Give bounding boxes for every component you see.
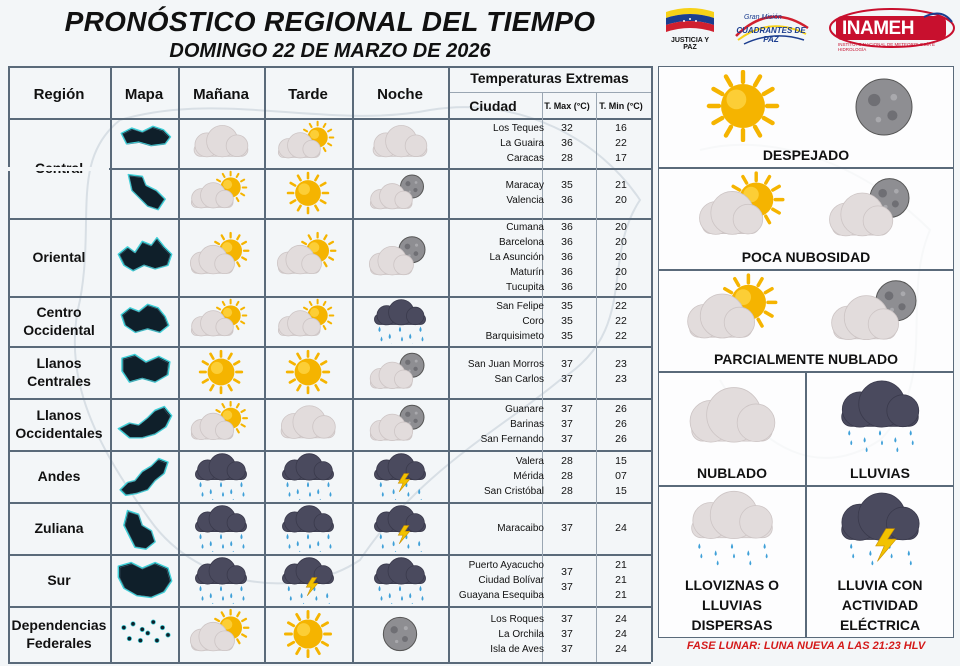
- tmin-value: 20: [615, 280, 627, 293]
- region-label-7: [8, 554, 110, 606]
- legend-lluvia-electrica-label-3: ELÉCTRICA: [839, 617, 921, 633]
- partly-cloudy-sun-icon: [688, 170, 798, 253]
- rain-icon: [181, 452, 261, 500]
- partly-cloudy-icon: [268, 120, 348, 166]
- tmax-value: 36: [561, 194, 573, 206]
- tmax-value: 37: [561, 581, 573, 593]
- region-name: Llanos Centrales: [27, 355, 91, 389]
- city-name: Valencia: [506, 195, 544, 206]
- fase-lunar: FASE LUNAR: LUNA NUEVA A LAS 21:23 HLV: [686, 640, 926, 652]
- storm-icon: [360, 504, 440, 552]
- header-tarde: Tarde: [288, 86, 328, 103]
- legend-lloviznas-label-1: LLOVIZNAS O: [684, 577, 780, 593]
- region-name: Sur: [47, 572, 71, 588]
- tmax-list: [542, 565, 592, 595]
- legend-lluvia-electrica-label-2: ACTIVIDAD: [841, 597, 919, 613]
- tmax-value: 35: [561, 179, 573, 191]
- tmin-value: 20: [615, 220, 627, 233]
- rain-icon: [820, 378, 940, 467]
- sunny-icon: [268, 608, 348, 660]
- cloudy-moon-icon: [360, 348, 440, 396]
- tmax-value: 37: [561, 417, 573, 430]
- column-divider: [352, 66, 354, 662]
- tmax-value: 28: [561, 469, 573, 482]
- region-label-5: [8, 450, 110, 502]
- tmax-value: 28: [561, 484, 573, 497]
- cloudy-icon: [181, 120, 261, 166]
- storm-icon: [360, 452, 440, 500]
- region-name: Dependencias Federales: [11, 617, 107, 651]
- tmin-list: [596, 299, 646, 344]
- region-map-icon: [113, 299, 177, 343]
- region-map-icon: [113, 121, 177, 165]
- cities-list: [448, 220, 544, 295]
- region-label-6: [8, 502, 110, 554]
- forecast-table: [8, 66, 651, 662]
- tmax-value: 28: [561, 454, 573, 467]
- legend-lloviznas-label-3: DISPERSAS: [691, 617, 773, 633]
- sunny-icon: [268, 348, 348, 396]
- tmax-list: [542, 121, 592, 166]
- tmin-value: 24: [615, 521, 627, 534]
- cities-list: [448, 402, 544, 447]
- tmin-value: 21: [615, 588, 627, 601]
- region-map-icon: [113, 453, 177, 499]
- header-ciudad: Ciudad: [469, 98, 517, 114]
- region-label-8: [8, 606, 110, 662]
- partly-cloudy-icon: [181, 608, 261, 660]
- cities-list: [448, 521, 544, 536]
- city-name: San Juan Morros: [467, 359, 544, 370]
- cities-list: [448, 612, 544, 657]
- header-noche: Noche: [377, 86, 423, 103]
- tmax-list: [542, 454, 592, 499]
- region-name: Oriental: [32, 249, 86, 265]
- sun-icon: [698, 70, 788, 147]
- header-mapa: Mapa: [124, 86, 164, 103]
- tmin-list: [596, 402, 646, 447]
- tmin-list: [596, 558, 646, 603]
- page-title: PRONÓSTICO REGIONAL DEL TIEMPO: [64, 6, 596, 37]
- region-label-3: [8, 346, 110, 398]
- city-name: Maturín: [510, 266, 544, 278]
- region-map-icon: [113, 401, 177, 447]
- header-manana: Mañana: [193, 86, 249, 103]
- tmax-list: [542, 612, 592, 657]
- tmin-list: [596, 220, 646, 295]
- tmin-list: [596, 357, 646, 387]
- city-name: Guayana Esequiba: [458, 589, 544, 601]
- tmax-value: 37: [561, 566, 573, 578]
- region-map-icon: [113, 611, 177, 657]
- venezuela-caption: JUSTICIA Y PAZ: [670, 37, 710, 51]
- city-name: La Orchila: [498, 628, 544, 640]
- city-name: Coro: [522, 315, 544, 327]
- sunny-icon: [181, 348, 261, 396]
- tmin-value: 26: [615, 402, 627, 415]
- region-name: Centro Occidental: [23, 304, 95, 338]
- storm-icon: [268, 556, 348, 604]
- city-name: Caracas: [506, 152, 544, 164]
- city-name: Maracaibo: [497, 522, 544, 534]
- city-name: Cumana: [506, 221, 544, 233]
- tmax-value: 36: [561, 250, 573, 263]
- region-name: Zuliana: [34, 520, 84, 536]
- city-name: La Asunción: [489, 251, 544, 263]
- city-name: Ciudad Bolívar: [478, 574, 544, 586]
- header-tmax: T. Max (°C): [544, 101, 590, 111]
- tmin-value: 26: [615, 417, 627, 430]
- cloudy-moon-icon: [818, 272, 938, 357]
- cities-list: [448, 121, 544, 166]
- city-name: Barquisimeto: [485, 330, 544, 342]
- tmin-value: 26: [615, 432, 627, 445]
- tmax-value: 35: [561, 299, 573, 312]
- tmax-list: [542, 402, 592, 447]
- cuadrantes-logo: [730, 6, 812, 50]
- region-label-4: [8, 398, 110, 450]
- row-divider: [8, 662, 651, 664]
- tmax-value: 36: [561, 136, 573, 149]
- tmin-list: [596, 454, 646, 499]
- partly-cloudy-icon: [181, 231, 261, 283]
- tmax-value: 36: [561, 265, 573, 278]
- tmin-value: 24: [615, 627, 627, 640]
- temp-header-divider: [448, 92, 651, 93]
- cloudy-moon-icon: [360, 400, 440, 448]
- cuadrantes-big-text: CUADRANTES DE PAZ: [736, 26, 806, 44]
- city-name: Los Teques: [493, 122, 544, 134]
- tmin-value: 20: [615, 265, 627, 278]
- region-map-icon: [113, 505, 177, 551]
- legend-despejado-label: DESPEJADO: [762, 147, 850, 163]
- city-name: Mérida: [513, 470, 544, 482]
- tmax-value: 28: [561, 151, 573, 164]
- city-name: Puerto Ayacucho: [468, 559, 544, 571]
- tmin-value: 21: [615, 558, 627, 571]
- tmax-value: 35: [561, 314, 573, 327]
- storm-icon: [820, 490, 940, 581]
- legend-lluvia-electrica-label-1: LLUVIA CON: [837, 577, 923, 593]
- tmin-value: 23: [615, 373, 627, 385]
- column-divider: [110, 66, 112, 662]
- tmin-value: 24: [615, 642, 627, 655]
- partly-cloudy-icon: [181, 298, 261, 344]
- tmax-value: 37: [561, 432, 573, 445]
- tmax-list: [542, 220, 592, 295]
- city-name: Maracay: [505, 180, 544, 191]
- venezuela-flag-icon: [664, 6, 716, 36]
- tmin-list: [596, 121, 646, 166]
- partly-cloudy-icon: [181, 170, 261, 216]
- tmin-value: 23: [615, 358, 627, 370]
- tmax-value: 37: [561, 612, 573, 625]
- partly-cloudy-icon: [268, 231, 348, 283]
- region-map-icon: [113, 557, 177, 603]
- region-label-2: [8, 296, 110, 346]
- header-region: Región: [33, 86, 85, 103]
- tmin-list: [596, 178, 646, 208]
- tmin-value: 20: [615, 194, 627, 206]
- legend: [658, 66, 954, 662]
- cloudy-moon-icon: [818, 170, 928, 253]
- city-name: San Cristóbal: [483, 485, 544, 497]
- column-divider: [264, 66, 266, 662]
- page-date: DOMINGO 22 DE MARZO DE 2026: [169, 40, 491, 62]
- legend-lloviznas-label-2: LLUVIAS: [702, 597, 762, 613]
- central-merge-mask: [8, 167, 109, 171]
- column-divider: [178, 66, 180, 662]
- city-name: San Carlos: [494, 374, 544, 385]
- header-tmin: T. Min (°C): [599, 101, 643, 111]
- moon-icon: [360, 608, 440, 660]
- tmin-list: [596, 612, 646, 657]
- tmin-value: 24: [615, 612, 627, 625]
- city-name: Tucupita: [506, 281, 544, 293]
- cloudy-icon: [360, 120, 440, 166]
- cities-list: [448, 558, 544, 603]
- city-name: Barcelona: [498, 236, 544, 248]
- tmin-value: 20: [615, 235, 627, 248]
- region-map-icon: [113, 349, 177, 395]
- tmax-value: 37: [561, 358, 573, 370]
- inameh-name: INAMEH: [842, 18, 914, 39]
- tmax-value: 37: [561, 373, 573, 385]
- tmax-value: 37: [561, 642, 573, 655]
- city-name: Los Roques: [490, 613, 544, 625]
- city-name: San Fernando: [480, 433, 544, 445]
- partly-cloudy-icon: [268, 298, 348, 344]
- tmin-value: 21: [615, 573, 627, 586]
- city-name: San Felipe: [496, 300, 544, 312]
- region-map-icon: [113, 234, 177, 280]
- column-divider: [651, 66, 653, 662]
- tmax-value: 36: [561, 235, 573, 248]
- logos: [660, 4, 960, 64]
- tmax-value: 35: [561, 329, 573, 342]
- tmin-value: 21: [615, 179, 627, 191]
- sunny-icon: [268, 170, 348, 216]
- city-name: Valera: [515, 455, 544, 467]
- tmin-value: 15: [615, 454, 627, 467]
- tmax-value: 36: [561, 220, 573, 233]
- legend-parcialmente-nublado-label: PARCIALMENTE NUBLADO: [713, 351, 899, 367]
- tmin-list: [596, 521, 646, 536]
- inameh-logo: [824, 8, 956, 52]
- cuadrantes-small-text: Gran Misión: [744, 14, 782, 21]
- region-map-icon: [113, 171, 177, 215]
- legend-poca-nubosidad-label: POCA NUBOSIDAD: [741, 249, 871, 265]
- rain-icon: [181, 556, 261, 604]
- rain-icon: [268, 452, 348, 500]
- moon-icon: [844, 72, 924, 147]
- tmin-value: 16: [615, 121, 627, 134]
- city-name: Barinas: [510, 418, 544, 430]
- tmin-value: 20: [615, 250, 627, 263]
- cloudy-moon-icon: [360, 170, 440, 216]
- tmax-value: 32: [561, 121, 573, 134]
- rain-icon: [181, 504, 261, 552]
- rain-icon: [268, 504, 348, 552]
- legend-lluvias-label: LLUVIAS: [850, 465, 910, 481]
- cities-list: [448, 357, 544, 387]
- venezuela-logo: [664, 6, 716, 51]
- drizzle-icon: [672, 490, 792, 581]
- region-label-1: [8, 218, 110, 296]
- tmin-value: 22: [615, 329, 627, 342]
- cities-list: [448, 454, 544, 499]
- cloudy-icon: [268, 400, 348, 448]
- tmin-value: 22: [615, 136, 627, 149]
- cloudy-icon: [672, 378, 792, 463]
- city-name: Isla de Aves: [490, 643, 544, 655]
- cities-list: [448, 178, 544, 208]
- region-name: Llanos Occidentales: [15, 407, 103, 441]
- cloudy-moon-icon: [360, 231, 440, 283]
- tmin-value: 15: [615, 484, 627, 497]
- partly-cloudy-sun-icon: [674, 272, 794, 357]
- tmax-value: 36: [561, 280, 573, 293]
- partly-cloudy-icon: [181, 400, 261, 448]
- header-temperaturas: Temperaturas Extremas: [470, 70, 629, 86]
- tmin-value: 17: [615, 151, 627, 164]
- region-name: Andes: [37, 468, 81, 484]
- tmin-value: 22: [615, 314, 627, 327]
- tmin-value: 07: [615, 469, 627, 482]
- tmax-value: 37: [561, 402, 573, 415]
- inameh-subtitle: INSTITUTO NACIONAL DE METEOROLOGÍA E HIDROLOGÍA: [838, 42, 936, 52]
- legend-nublado-label: NUBLADO: [697, 465, 767, 481]
- tmax-list: [542, 299, 592, 344]
- city-name: Guanare: [505, 403, 544, 415]
- tmax-list: [542, 521, 592, 536]
- tmin-value: 22: [615, 299, 627, 312]
- tmax-value: 37: [561, 521, 573, 534]
- city-name: La Guaira: [500, 137, 544, 149]
- table-border-top: [8, 66, 651, 68]
- tmax-list: [542, 357, 592, 387]
- cities-list: [448, 299, 544, 344]
- tmax-list: [542, 178, 592, 208]
- rain-icon: [360, 556, 440, 604]
- tmax-value: 37: [561, 627, 573, 640]
- rain-icon: [360, 298, 440, 344]
